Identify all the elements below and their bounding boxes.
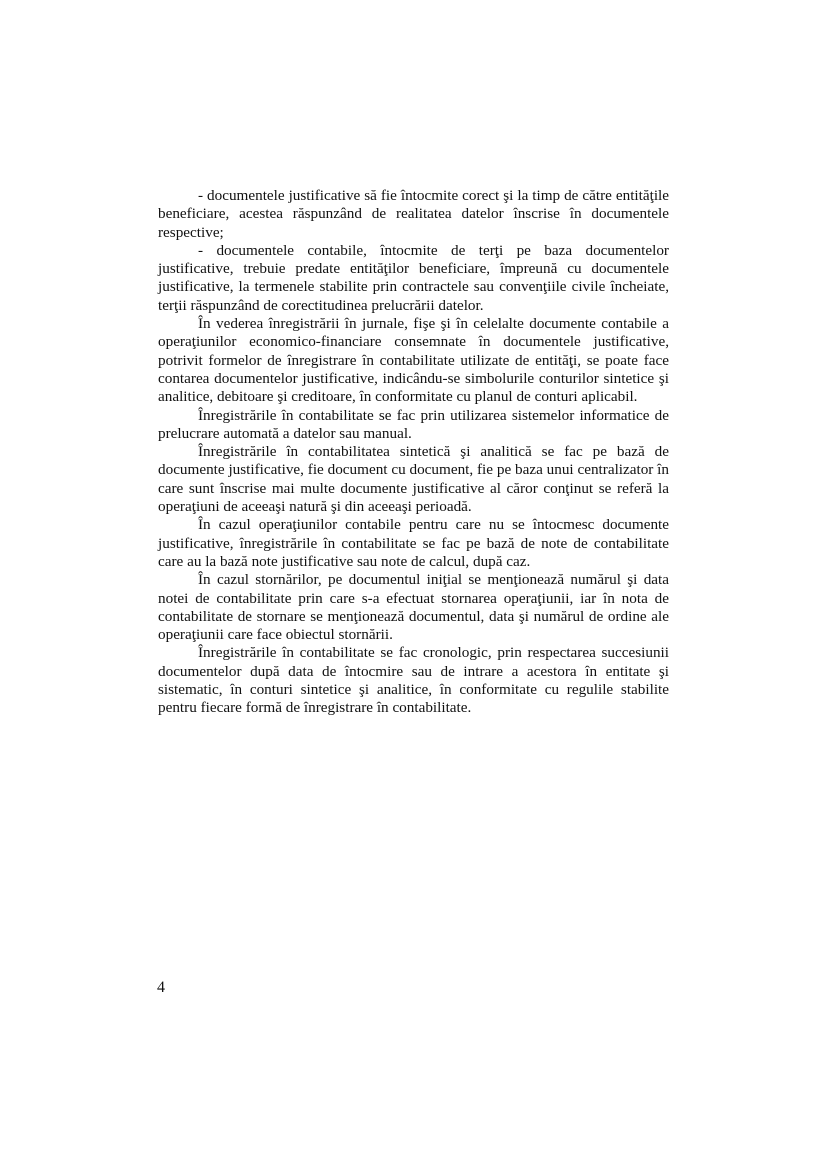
paragraph: Înregistrările în contabilitatea sintetică şi analitică se fac pe bază de documente justificative, fie document cu document, fie pe baza unui centralizator în care sunt înscrise mai multe documente justificative al căror conţinut se referă la operaţiuni de aceeaşi natură şi din aceeaşi perioadă. bbox=[158, 443, 669, 516]
paragraph: În cazul stornărilor, pe documentul iniţial se menţionează numărul şi data notei de contabilitate prin care s-a efectuat stornarea operaţiunii, iar în nota de contabilitate de stornare se menţionează documentul, data şi numărul de ordine ale operaţiunii care face obiectul stornării. bbox=[158, 571, 669, 644]
body-text bbox=[158, 187, 669, 718]
paragraph: - documentele contabile, întocmite de terţi pe baza documentelor justificative, trebuie predate entităţilor beneficiare, împreună cu documentele justificative, la termenele stabilite prin contractele sau convenţiile civile încheiate, terţii răspunzând de corectitudinea prelucrării datelor. bbox=[158, 241, 669, 314]
page-number: 4 bbox=[157, 979, 165, 996]
paragraph: Înregistrările în contabilitate se fac cronologic, prin respectarea succesiunii documentelor după data de întocmire sau de intrare a acestora în entitate şi sistematic, în conturi sintetice şi analitice, în conformitate cu regulile stabilite pentru fiecare formă de înregistrare în contabilitate. bbox=[158, 644, 669, 717]
paragraph: - documentele justificative să fie întocmite corect şi la timp de către entităţile beneficiare, acestea răspunzând de realitatea datelor înscrise în documentele respective; bbox=[158, 187, 669, 241]
paragraph: Înregistrările în contabilitate se fac prin utilizarea sistemelor informatice de prelucrare automată a datelor sau manual. bbox=[158, 406, 669, 442]
paragraph: În cazul operaţiunilor contabile pentru care nu se întocmesc documente justificative, înregistrările în contabilitate se fac pe bază de note de contabilitate care au la bază note justificative sau note de calcul, după caz. bbox=[158, 516, 669, 570]
paragraph: În vederea înregistrării în jurnale, fişe şi în celelalte documente contabile a operaţiunilor economico-financiare consemnate în documentele justificative, potrivit formelor de înregistrare în contabilitate utilizate de entităţi, se poate face contarea documentelor justificative, indicându-se simbolurile conturilor sintetice şi analitice, debitoare şi creditoare, în conformitate cu planul de conturi aplicabil. bbox=[158, 315, 669, 406]
